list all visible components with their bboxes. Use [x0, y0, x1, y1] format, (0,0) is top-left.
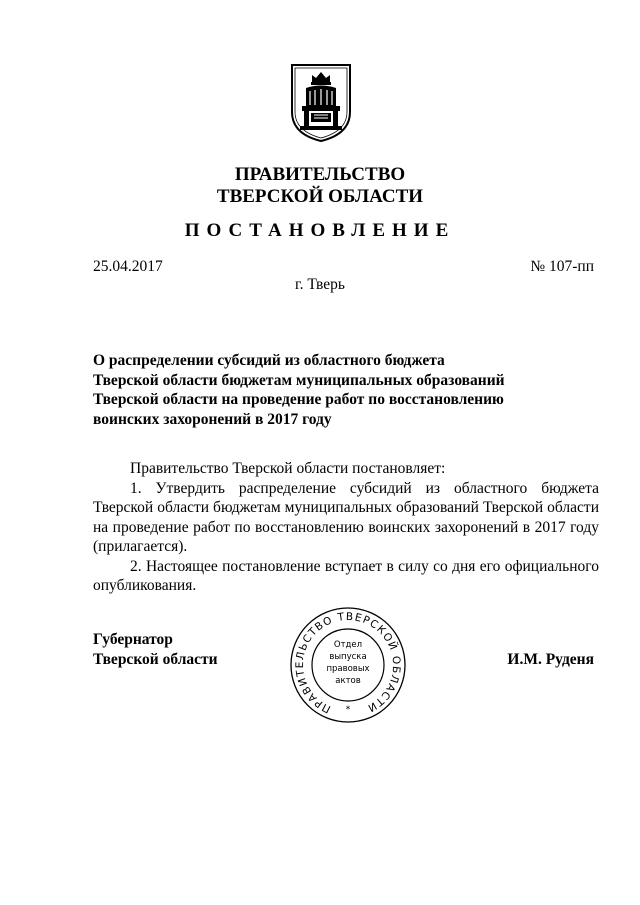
signatory-position-line2: Тверской области	[93, 651, 218, 668]
document-subject	[93, 351, 553, 429]
document-date: 25.04.2017	[93, 258, 163, 275]
stamp-center-line: выпуска	[329, 652, 367, 662]
document-body	[93, 459, 599, 596]
item-1-paragraph: 1. Утвердить распределение субсидий из областного бюджета Тверской области бюджетам муниципальных образований Тверской области на проведение работ по восстановлению воинских захоронений в 2017 году (прилагается).	[93, 479, 599, 555]
subject-line: Тверской области на проведение работ по восстановлению	[93, 391, 504, 408]
org-title-line1: ПРАВИТЕЛЬСТВО	[234, 164, 406, 185]
preamble-paragraph: Правительство Тверской области постановляет:	[130, 460, 446, 477]
subject-line: О распределении субсидий из областного бюджета	[93, 352, 445, 369]
official-stamp	[289, 606, 407, 724]
stamp-ring-text: ПРАВИТЕЛЬСТВО ТВЕРСКОЙ ОБЛАСТИ	[294, 610, 403, 716]
subject-line: Тверской области бюджетам муниципальных образований	[93, 371, 505, 389]
signatory-position-line1: Губернатор	[93, 631, 173, 648]
item-2-paragraph: 2. Настоящее постановление вступает в силу со дня его официального опубликования.	[93, 557, 599, 594]
signatory-position	[93, 630, 218, 670]
document-number: № 107-пп	[530, 258, 594, 275]
org-title-line2: ТВЕРСКОЙ ОБЛАСТИ	[216, 186, 424, 207]
stamp-center-line: правовых	[326, 664, 370, 674]
subject-line: воинских захоронений в 2017 году	[93, 410, 332, 428]
signatory-name: И.М. Руденя	[507, 651, 594, 668]
coat-of-arms-emblem	[289, 62, 353, 144]
stamp-center-line: Отдел	[333, 640, 363, 650]
document-city: г. Тверь	[295, 276, 345, 293]
stamp-center-line: актов	[335, 676, 361, 686]
stamp-star: *	[345, 705, 351, 715]
document-type: ПОСТАНОВЛЕНИЕ	[184, 220, 456, 241]
